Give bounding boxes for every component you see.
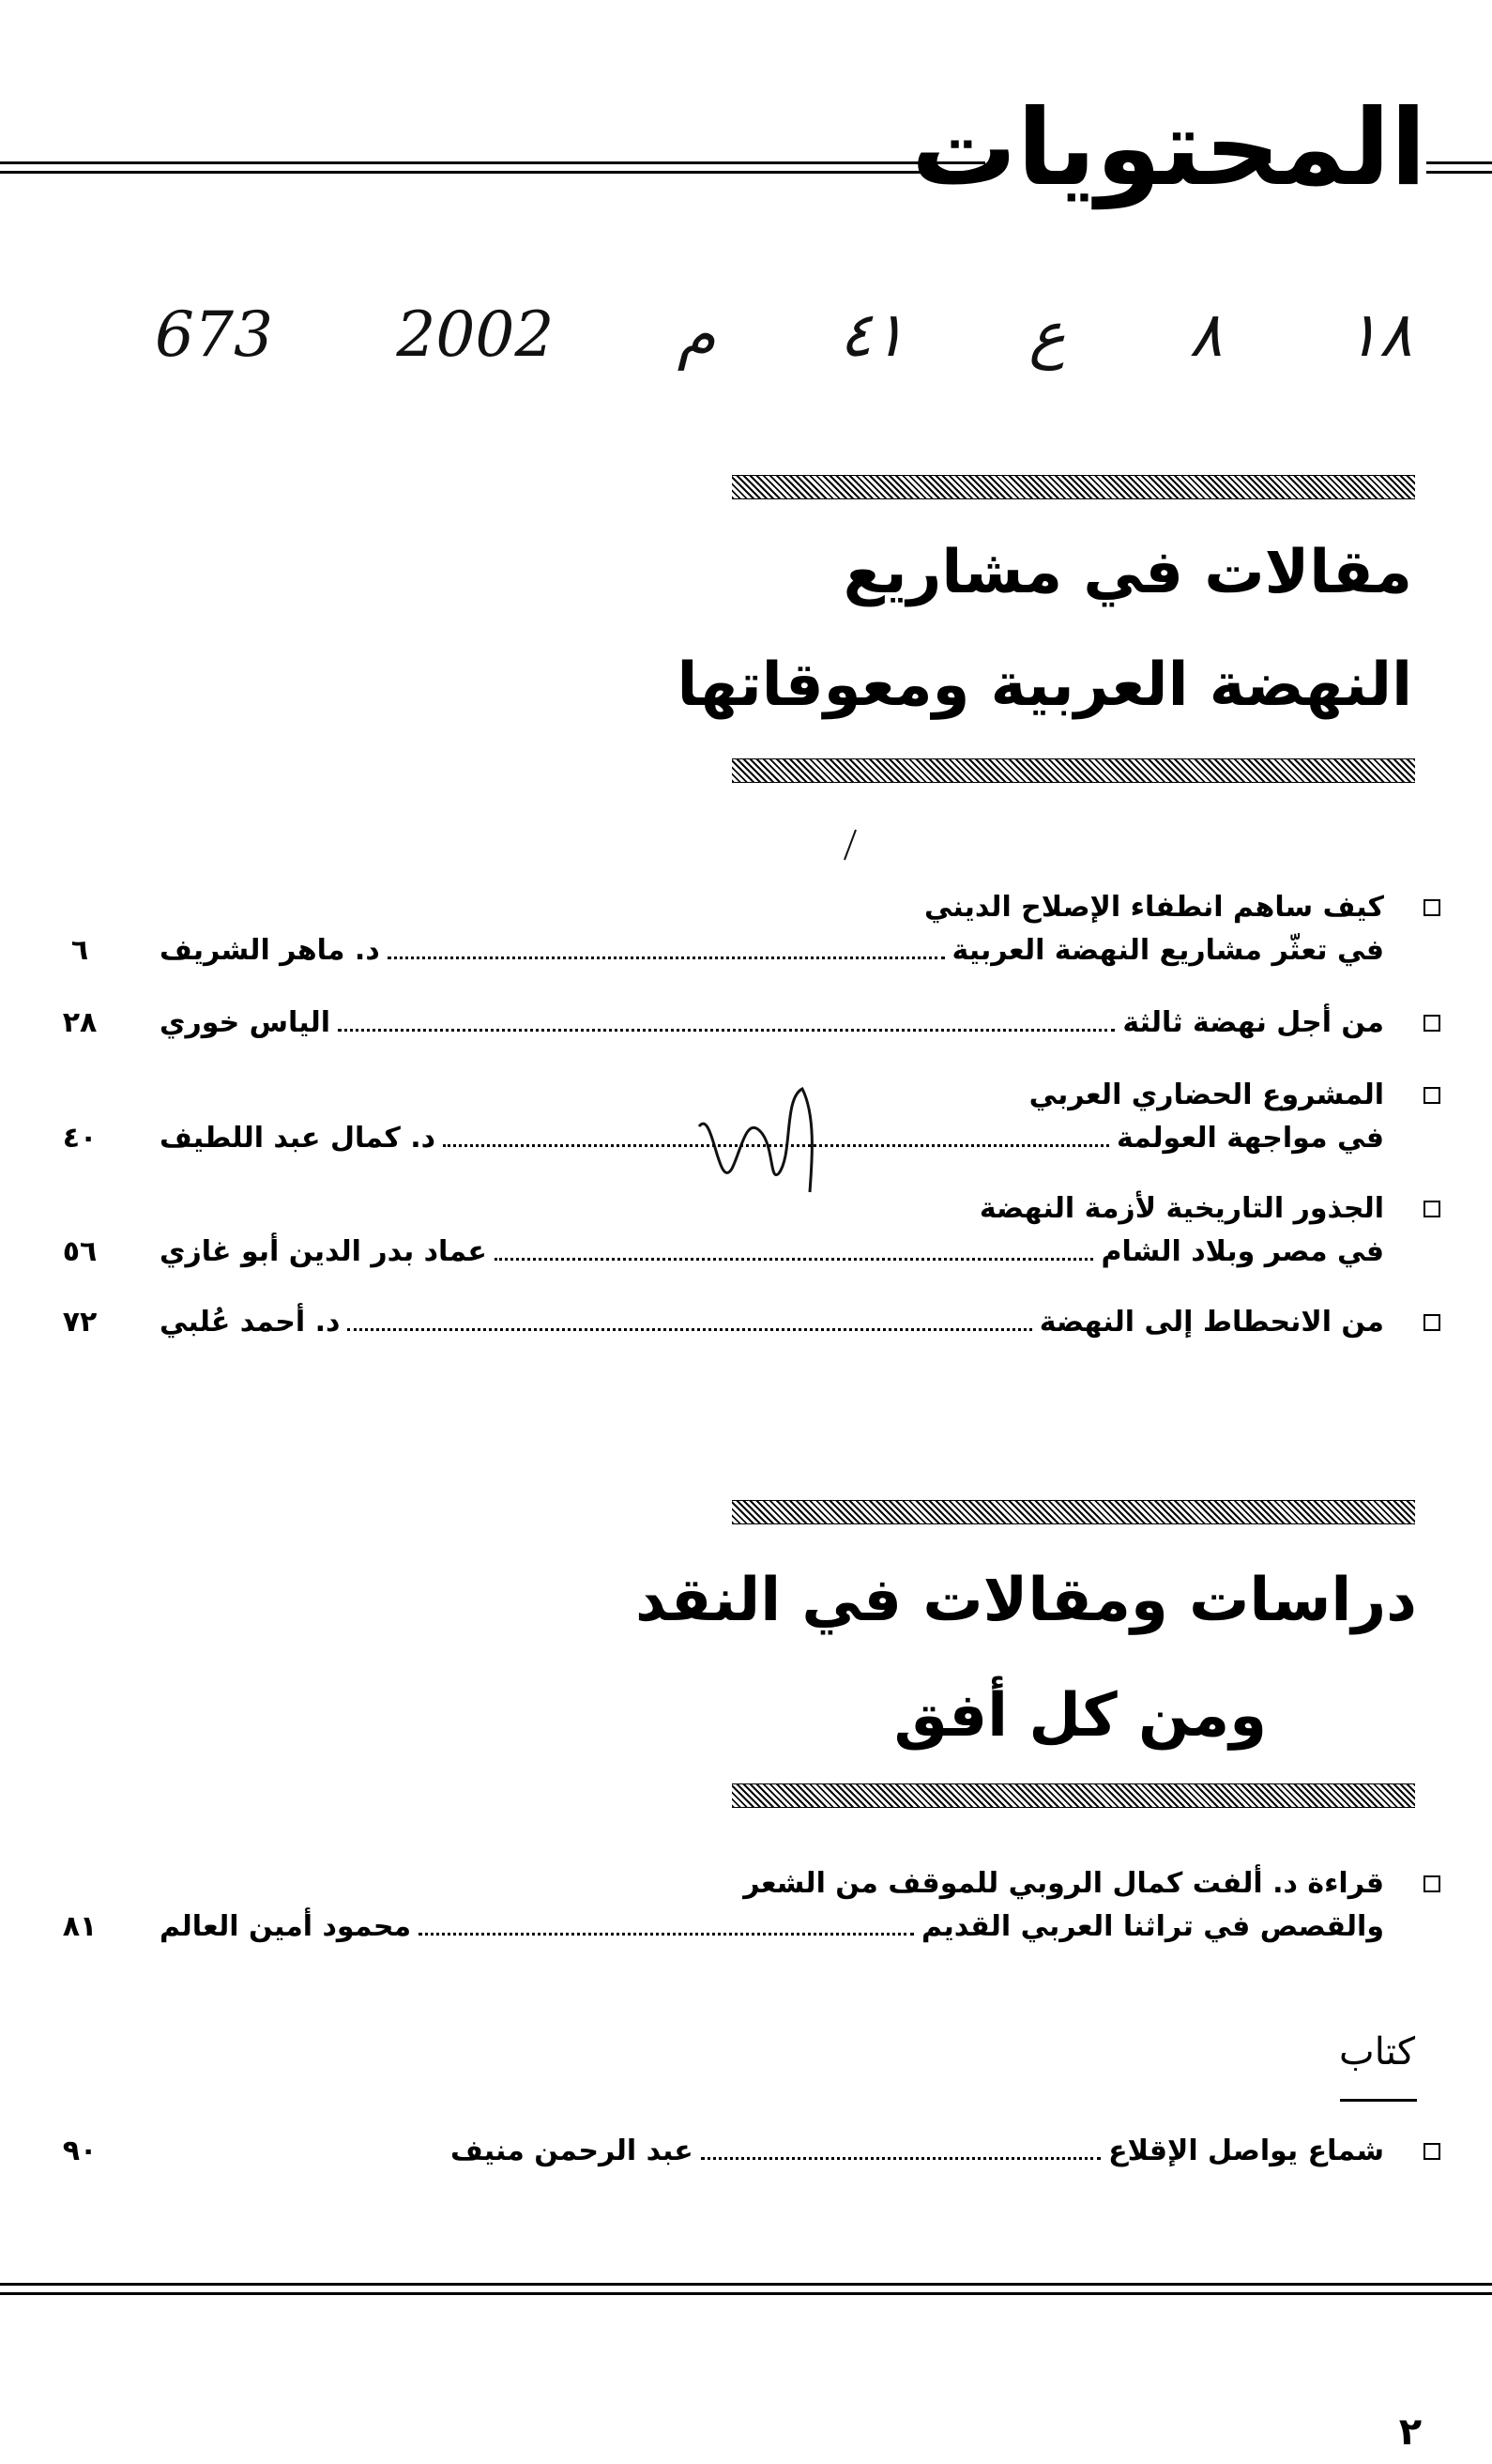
section1-title-line1: مقالات في مشاريع [843,538,1412,607]
entry-page-number: ٩٠ [62,2135,98,2167]
section3-heading-rule [1340,2099,1417,2102]
leader-dots [443,1144,1109,1147]
entry-title-line1: المشروع الحضاري العربي [1028,1079,1384,1111]
entry-title: من الانحطاط إلى النهضة [1039,1306,1384,1339]
header-rule-left [0,161,985,164]
entry-title: من أجل نهضة ثالثة [1122,1006,1384,1039]
entry-title-line2 [160,930,1384,972]
page-title: المحتويات [911,87,1426,209]
entry-title-line2 [450,2131,1384,2172]
leader-dots [701,2157,1101,2160]
entry-author: د. كمال عبد اللطيف [160,1122,436,1155]
bullet-icon [1423,1314,1440,1331]
bullet-icon [1423,1201,1440,1217]
bullet-icon [1423,899,1440,916]
section2-title-line1: دراسات ومقالات في النقد [635,1566,1417,1635]
bullet-icon [1423,1015,1440,1032]
entry-page-number: ٥٦ [62,1235,98,1268]
entry-title-line1: الجذور التاريخية لأزمة النهضة [979,1192,1384,1225]
section1-title-line2: النهضة العربية ومعوقاتها [677,650,1412,720]
header-rule-left-lower [0,171,985,174]
entry-page-number: ٨١ [62,1910,98,1943]
leader-dots [495,1258,1094,1261]
header-rule-right-lower [1426,171,1492,174]
bullet-icon [1423,2143,1440,2160]
entry-page-number: ٤٠ [62,1122,98,1155]
page-number: ٢ [1398,2410,1423,2454]
toc-entry[interactable] [38,2131,1454,2172]
entry-author: الياس خوري [160,1006,331,1039]
entry-title-line1: قراءة د. ألفت كمال الروبي للموقف من الشعر [743,1867,1384,1900]
section1-bottom-bar [732,758,1415,783]
handwritten-note: ١٨ ٨ ع ٤١ م 2002 673 [155,298,1412,371]
entry-title-line2 [160,1232,1384,1273]
entry-page-number: ٦ [70,934,89,967]
entry-title: شماع يواصل الإقلاع [1108,2135,1384,2167]
bullet-icon [1423,1875,1440,1892]
entry-title-line2 [160,1118,1384,1159]
header-rule-right [1426,161,1492,164]
toc-entry[interactable] [38,1188,1454,1278]
footer-rule [0,2283,1492,2286]
toc-entry[interactable] [38,1863,1454,1953]
entry-title-line2 [160,1002,1384,1044]
entry-author: عماد بدر الدين أبو غازي [160,1235,487,1268]
entry-author: محمود أمين العالم [160,1910,412,1943]
section3-heading: كتاب [1339,2030,1415,2074]
toc-entry[interactable] [38,1302,1454,1343]
entry-author: عبد الرحمن منيف [450,2135,693,2167]
section2-bottom-bar [732,1783,1415,1808]
entry-title-line2 [160,1906,1384,1948]
section1-top-bar [732,475,1415,499]
toc-entry[interactable] [38,887,1454,977]
section2-top-bar [732,1500,1415,1524]
entry-title-line2 [160,1302,1384,1343]
entry-title-line1: كيف ساهم انطفاء الإصلاح الديني [923,891,1384,924]
entry-title: في مواجهة العولمة [1116,1122,1384,1155]
entry-title: والقصص في تراثنا العربي القديم [921,1910,1384,1943]
entry-title: في تعثّر مشاريع النهضة العربية [952,934,1384,967]
leader-dots [338,1029,1115,1032]
entry-title: في مصر وبلاد الشام [1101,1235,1384,1268]
footer-rule-lower [0,2292,1492,2295]
leader-dots [347,1328,1031,1331]
entry-author: د. أحمد عُلبي [160,1306,341,1339]
leader-dots [388,957,945,959]
entry-page-number: ٢٨ [62,1006,98,1039]
pen-stroke [835,826,863,864]
entry-author: د. ماهر الشريف [160,934,380,967]
bullet-icon [1423,1087,1440,1104]
toc-entry[interactable] [38,1002,1454,1044]
toc-entry[interactable] [38,1075,1454,1165]
section2-title-line2: ومن كل أفق [893,1681,1267,1751]
entry-page-number: ٧٢ [62,1306,98,1339]
leader-dots [419,1933,914,1936]
